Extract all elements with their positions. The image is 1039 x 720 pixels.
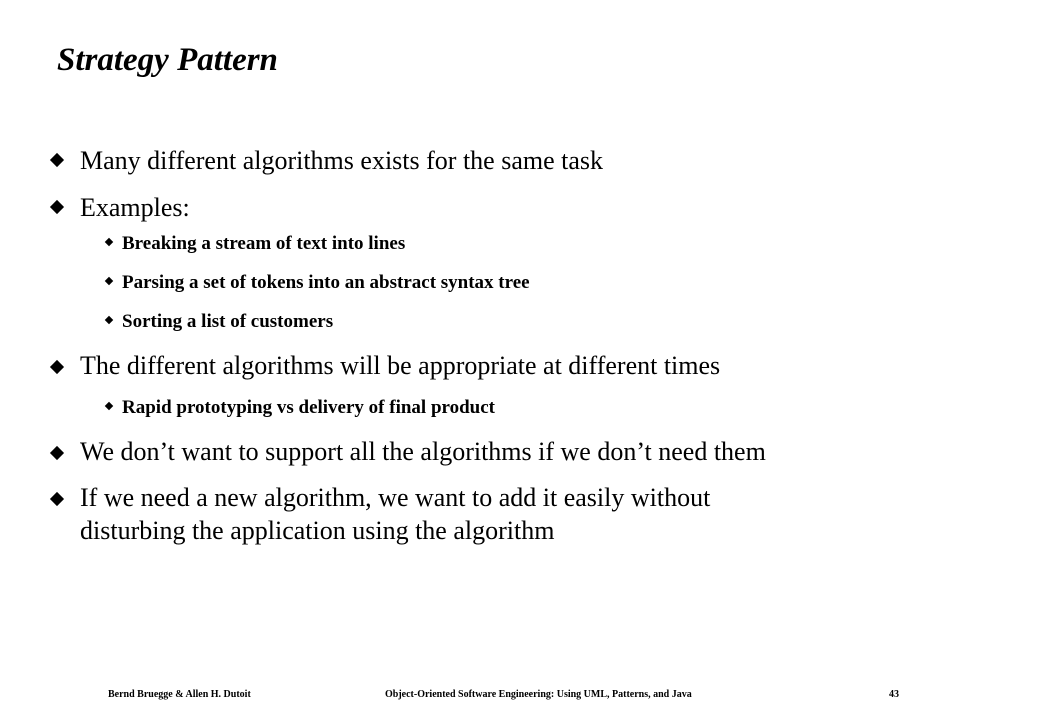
bullet-item: The different algorithms will be appropriate at different times — [80, 351, 721, 380]
sub-bullet-item: Rapid prototyping vs delivery of final product — [122, 397, 496, 418]
sub-bullet-item: Sorting a list of customers — [122, 311, 334, 332]
footer-authors: Bernd Bruegge & Allen H. Dutoit — [108, 689, 251, 700]
slide-title: Strategy Pattern — [57, 42, 278, 78]
bullet-item-continuation: disturbing the application using the algorithm — [80, 516, 555, 545]
bullet-item: If we need a new algorithm, we want to add it easily without — [80, 483, 711, 512]
footer-page-number: 43 — [889, 689, 899, 700]
bullet-item: We don’t want to support all the algorithms if we don’t need them — [80, 437, 766, 466]
bullet-item: Examples: — [80, 193, 190, 222]
sub-bullet-item: Breaking a stream of text into lines — [122, 233, 406, 254]
bullet-item: Many different algorithms exists for the same task — [80, 146, 604, 175]
sub-bullet-item: Parsing a set of tokens into an abstract syntax tree — [122, 272, 530, 293]
footer-book-title: Object-Oriented Software Engineering: Using UML, Patterns, and Java — [385, 689, 692, 700]
